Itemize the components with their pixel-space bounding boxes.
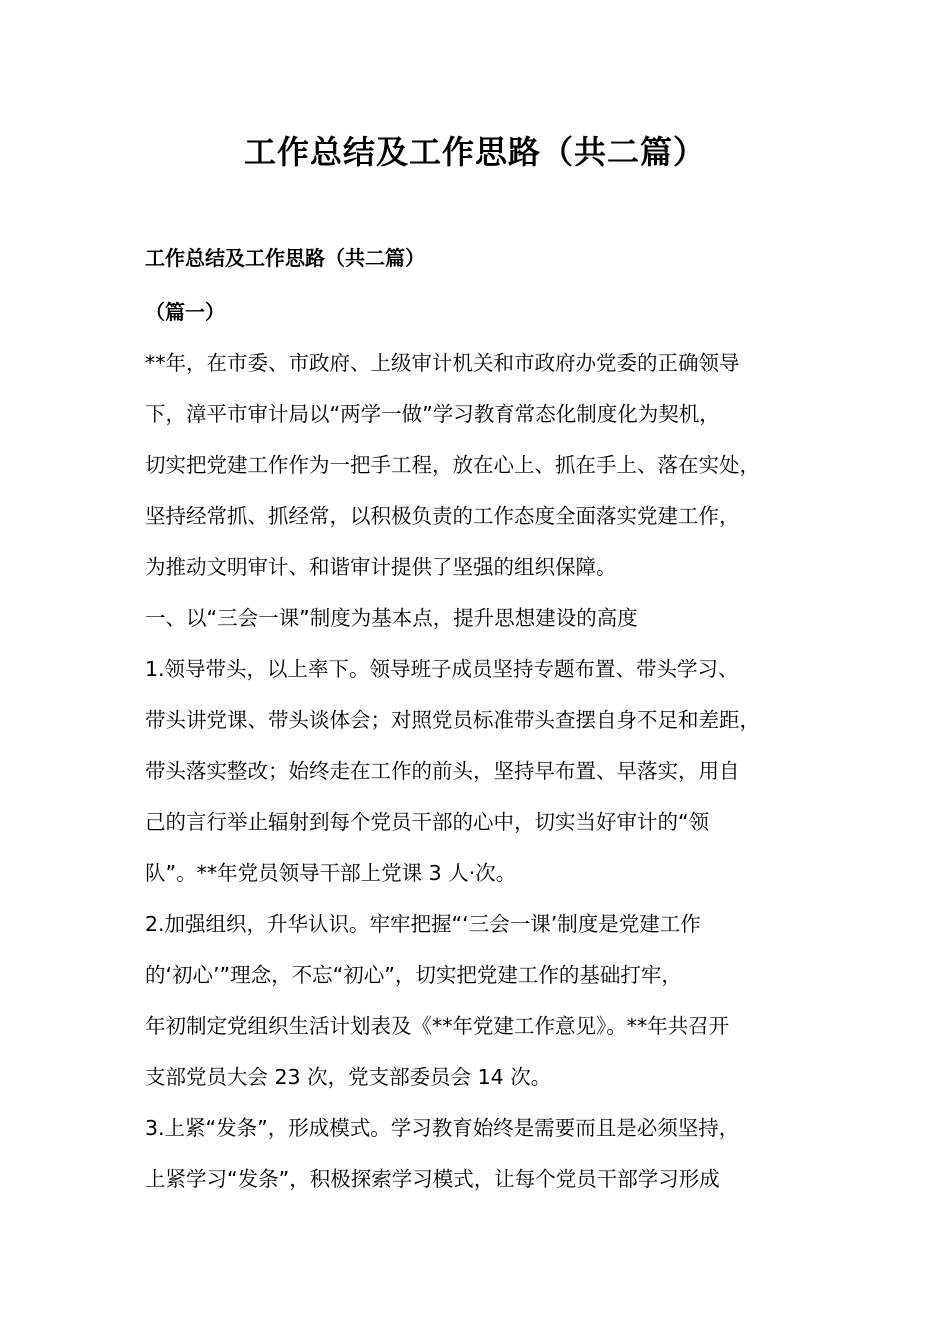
paragraph-intro xyxy=(145,338,810,593)
paragraph-item-2 xyxy=(145,899,810,1103)
text-line: 为推动文明审计、和谐审计提供了坚强的组织保障。 xyxy=(145,555,617,579)
paragraph-item-1 xyxy=(145,644,810,899)
text-line: 的‘初心’”理念，不忘“初心”，切实把党建工作的基础打牢， xyxy=(145,963,682,987)
text-line: 己的言行举止辐射到每个党员干部的心中，切实当好审计的“领 xyxy=(145,810,710,834)
section-label: （篇一） xyxy=(145,300,225,324)
text-line: 下，漳平市审计局以“两学一做”学习教育常态化制度化为契机， xyxy=(145,402,720,426)
text-line: 坚持经常抓、抓经常，以积极负责的工作态度全面落实党建工作， xyxy=(145,504,740,528)
text-line: **年，在市委、市政府、上级审计机关和市政府办党委的正确领导 xyxy=(145,351,740,375)
text-line: 2.加强组织，升华认识。牢牢把握“‘三会一课’制度是党建工作 xyxy=(145,912,701,936)
text-line: 带头讲党课、带头谈体会；对照党员标准带头查摆自身不足和差距， xyxy=(145,708,760,732)
text-line: 支部党员大会 23 次，党支部委员会 14 次。 xyxy=(145,1065,552,1089)
document-title: 工作总结及工作思路（共二篇） xyxy=(243,133,706,171)
heading-part-one xyxy=(145,593,810,644)
text-line: 一、以“三会一课”制度为基本点，提升思想建设的高度 xyxy=(145,606,638,630)
text-line: 3.上紧“发条”，形成模式。学习教育始终是需要而且是必须坚持， xyxy=(145,1116,740,1140)
text-line: 年初制定党组织生活计划表及《**年党建工作意见》。**年共召开 xyxy=(145,1014,730,1038)
paragraph-item-3 xyxy=(145,1103,810,1205)
text-line: 上紧学习“发条”，积极探索学习模式，让每个党员干部学习形成 xyxy=(145,1167,720,1191)
document-body xyxy=(145,232,810,1205)
text-line: 切实把党建工作作为一把手工程，放在心上、抓在手上、落在实处， xyxy=(145,453,760,477)
text-line: 1.领导带头，以上率下。领导班子成员坚持专题布置、带头学习、 xyxy=(145,657,739,681)
text-line: 带头落实整改；始终走在工作的前头，坚持早布置、早落实，用自 xyxy=(145,759,740,783)
document-subtitle: 工作总结及工作思路（共二篇） xyxy=(145,246,425,270)
text-line: 队”。**年党员领导干部上党课 3 人·次。 xyxy=(145,861,517,885)
